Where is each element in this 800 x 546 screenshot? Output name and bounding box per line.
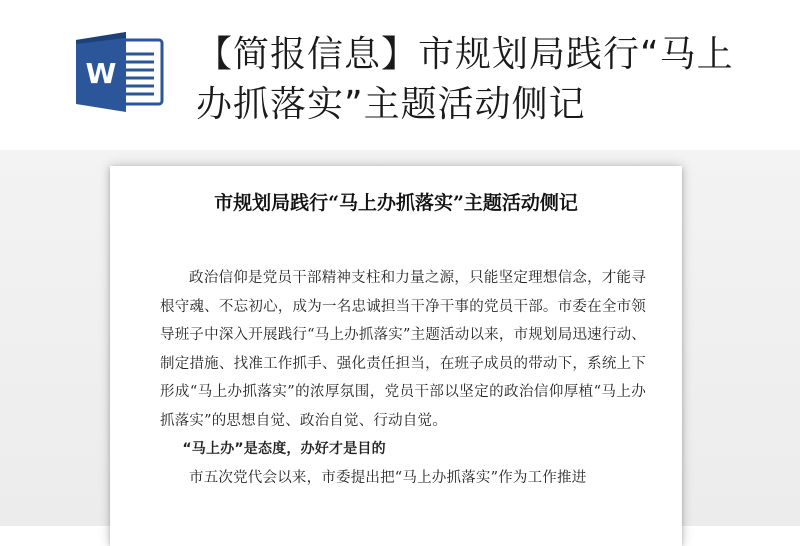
svg-text:W: W	[85, 57, 117, 90]
document-page	[110, 166, 682, 546]
body-paragraph-2: 市五次党代会以来，市委提出把“马上办抓落实”作为工作推进	[189, 469, 587, 486]
word-document-icon	[74, 32, 166, 112]
document-title: 市规划局践行“马上办抓落实”主题活动侧记	[214, 192, 578, 214]
body-paragraph: 政治信仰是党员干部精神支柱和力量之源，只能坚定理想信念，才能寻根守魂、不忘初心，成为一名忠诚担当干净干事的党员干部。市委在全市领导班子中深入开展践行“马上办抓落实”主题活动以来，市规划局迅速行动、制定措施、找准工作抓手、强化责任担当，在班子成员的带动下，系统上下形成“马上办抓落实”的浓厚氛围，党员干部以坚定的政治信仰厚植“马上办抓落实”的思想自觉、政治自觉、行动自觉。	[160, 270, 646, 429]
section-subheading: “马上办”是态度，办好才是目的	[182, 441, 386, 457]
header-band	[0, 0, 800, 150]
page-title: 【简报信息】市规划局践行“马上办抓落实”主题活动侧记	[196, 34, 734, 125]
document-body	[160, 264, 646, 492]
